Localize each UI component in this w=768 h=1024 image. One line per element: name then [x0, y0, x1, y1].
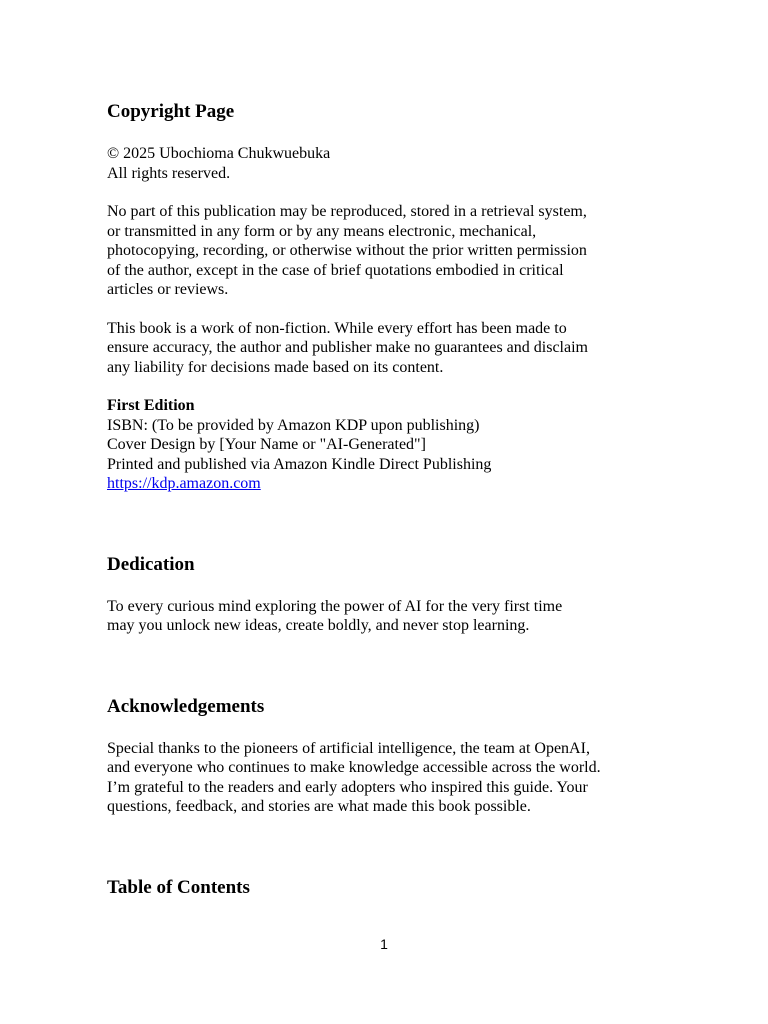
rights-reserved: All rights reserved.: [107, 164, 231, 182]
reproduction-paragraph: [107, 202, 667, 300]
isbn-line: ISBN: (To be provided by Amazon KDP upon publishing): [107, 416, 480, 434]
disclaimer-line: any liability for decisions made based on its content.: [107, 358, 444, 376]
acknowledgements-paragraph: [107, 739, 667, 817]
dedication-line: may you unlock new ideas, create boldly, and never stop learning.: [107, 617, 530, 634]
edition-label: First Edition: [107, 397, 195, 414]
copyright-owner: © 2025 Ubochioma Chukwuebuka: [107, 145, 331, 162]
publishing-line: Printed and published via Amazon Kindle Direct Publishing: [107, 455, 492, 473]
disclaimer-line: ensure accuracy, the author and publisher make no guarantees and disclaim: [107, 339, 588, 356]
toc-heading: Table of Contents: [107, 876, 250, 898]
copyright-heading: Copyright Page: [107, 101, 235, 122]
reproduction-line: photocopying, recording, or otherwise without the prior written permission: [107, 242, 587, 259]
disclaimer-paragraph: [107, 319, 667, 378]
kdp-link[interactable]: https://kdp.amazon.com: [107, 475, 261, 492]
edition-block: [107, 396, 667, 494]
reproduction-line: articles or reviews.: [107, 281, 229, 298]
dedication-heading: Dedication: [107, 553, 195, 575]
dedication-paragraph: [107, 597, 667, 636]
reproduction-line: or transmitted in any form or by any means electronic, mechanical,: [107, 222, 537, 240]
disclaimer-line: This book is a work of non-fiction. While every effort has been made to: [107, 319, 567, 337]
cover-design-line: Cover Design by [Your Name or "AI-Generated"]: [107, 436, 426, 453]
acknowledgements-line: I’m grateful to the readers and early adopters who inspired this guide. Your: [107, 778, 588, 796]
page-number: 1: [380, 936, 388, 952]
page-content: [107, 100, 667, 900]
copyright-notice: [107, 144, 667, 183]
acknowledgements-line: Special thanks to the pioneers of artificial intelligence, the team at OpenAI,: [107, 739, 590, 757]
acknowledgements-line: and everyone who continues to make knowledge accessible across the world.: [107, 759, 601, 776]
dedication-line: To every curious mind exploring the power of AI for the very first time: [107, 597, 563, 615]
reproduction-line: of the author, except in the case of brief quotations embodied in critical: [107, 261, 564, 279]
acknowledgements-heading: Acknowledgements: [107, 695, 265, 717]
acknowledgements-line: questions, feedback, and stories are what made this book possible.: [107, 798, 531, 815]
reproduction-line: No part of this publication may be reproduced, stored in a retrieval system,: [107, 203, 587, 220]
